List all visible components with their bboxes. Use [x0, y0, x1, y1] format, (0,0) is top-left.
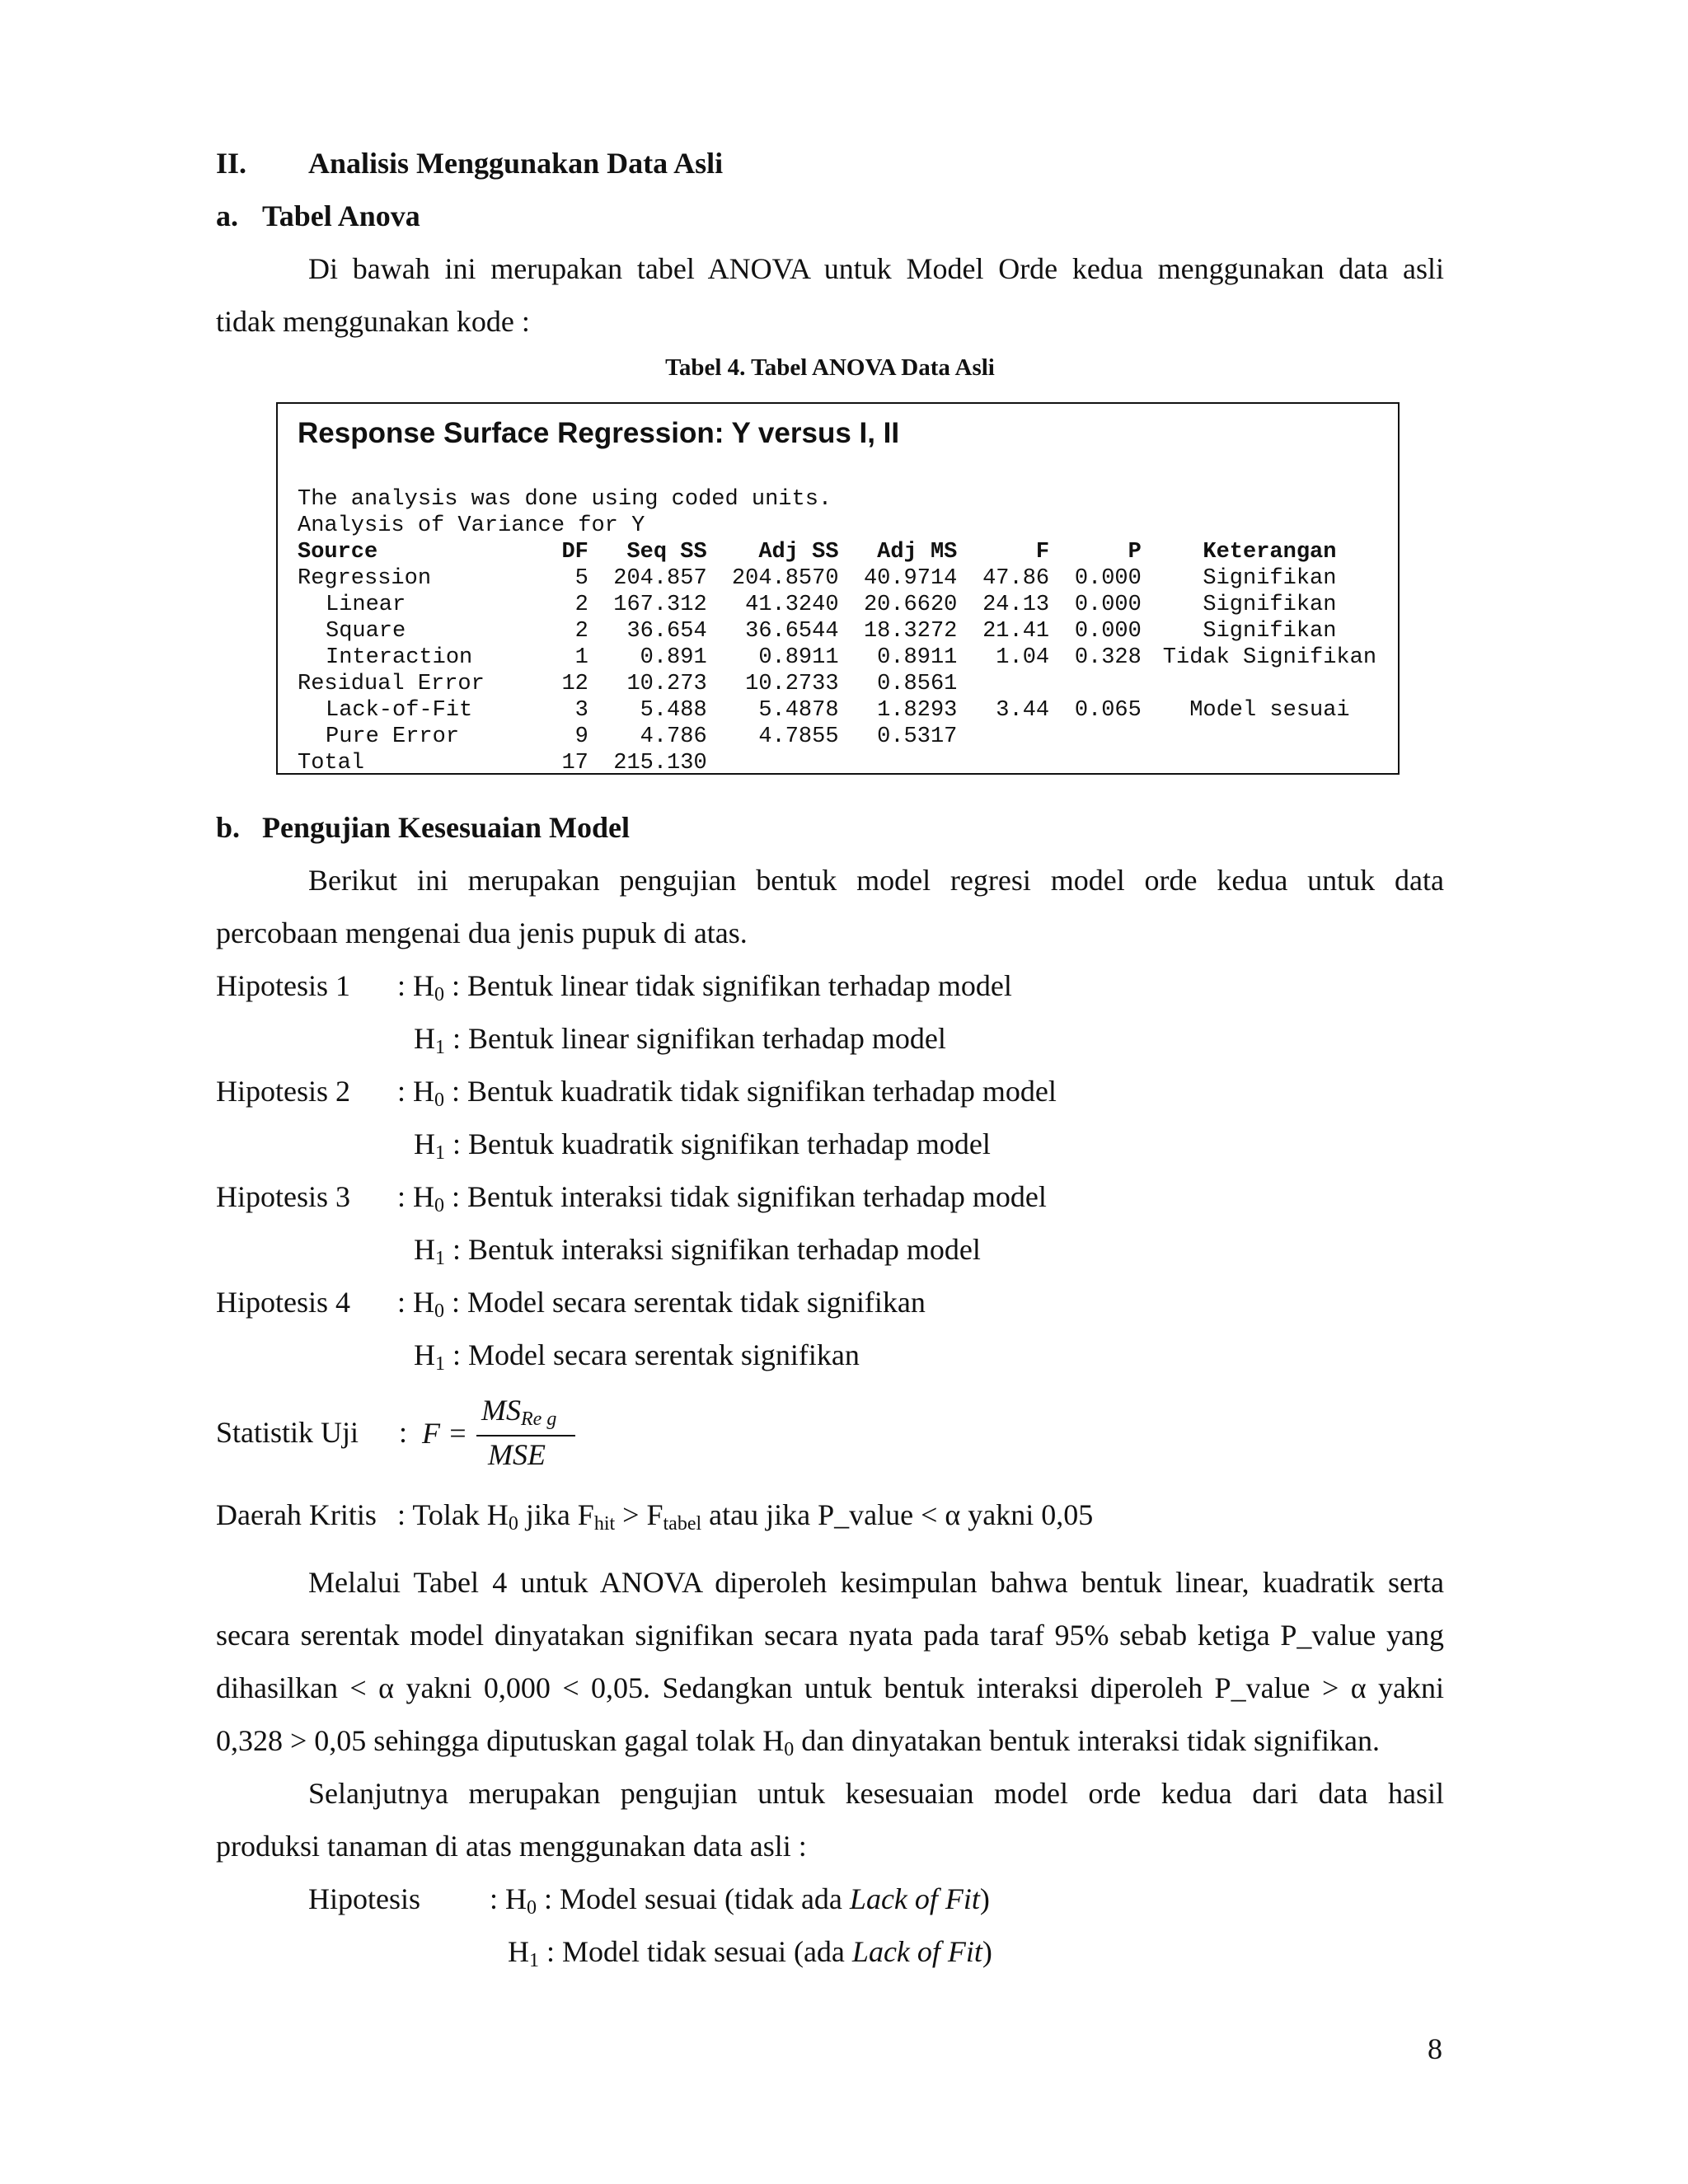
h1-text: Bentuk kuadratik signifikan terhadap model — [468, 1127, 991, 1160]
row-adj-ms: 0.8911 — [877, 645, 958, 670]
anova-note-2: Analysis of Variance for Y — [298, 513, 645, 538]
h0-prefix: : H — [397, 1180, 434, 1213]
row-f: 21.41 — [982, 619, 1050, 644]
table-row — [298, 565, 1398, 592]
numerator-main: MS — [481, 1394, 521, 1427]
fraction-bar — [476, 1435, 575, 1436]
row-source: Residual Error — [298, 672, 485, 696]
subsection-a-label: a. — [216, 199, 238, 232]
row-seq-ss: 167.312 — [613, 593, 707, 617]
h0-text: Model secara serentak tidak signifikan — [467, 1286, 926, 1319]
row-df: 9 — [574, 724, 588, 749]
h0-prefix: : H — [397, 969, 434, 1002]
h0-prefix: : H — [397, 1075, 434, 1108]
daerah-part: > F — [615, 1498, 663, 1531]
row-p: 0.065 — [1074, 698, 1142, 723]
h0-prefix: : H — [397, 1286, 434, 1319]
h1-subscript: 1 — [435, 1353, 445, 1375]
formula-lhs: F = — [422, 1417, 468, 1450]
row-p: 0.000 — [1074, 619, 1142, 644]
para-b-line-1: Berikut ini merupakan pengujian bentuk model regresi model orde kedua untuk data — [308, 864, 1444, 897]
row-df: 3 — [574, 698, 588, 723]
anova-note-1: The analysis was done using coded units. — [298, 487, 832, 512]
row-source: Regression — [298, 566, 432, 591]
row-adj-ms: 0.5317 — [877, 724, 958, 749]
hypothesis-h1: $H_1$ : Bentuk interaksi signifikan terhadap model — [414, 1233, 981, 1269]
h1-subscript: 1 — [529, 1950, 539, 1971]
row-df: 12 — [561, 672, 588, 696]
h0-subscript: 0 — [434, 1090, 444, 1111]
header-adj-ms: Adj MS — [877, 540, 958, 565]
h1-prefix: H — [414, 1233, 435, 1266]
row-p — [1049, 671, 1142, 697]
hypothesis-h0: : $H_0$ : Model secara serentak tidak signifikan — [397, 1286, 926, 1322]
row-keterangan: Signifikan — [1203, 566, 1337, 591]
para-b-line-2: percobaan mengenai dua jenis pupuk di atas. — [216, 916, 748, 949]
row-p: 0.000 — [1074, 566, 1142, 591]
row-keterangan: Model sesuai — [1189, 698, 1350, 723]
row-adj-ss: 41.3240 — [745, 593, 839, 617]
h1-prefix: H — [414, 1127, 435, 1160]
final-hypothesis-h0: : $H_0$ : Model sesuai (tidak ada Lack of Fit) — [490, 1882, 990, 1919]
row-p: 0.000 — [1074, 593, 1142, 617]
subsection-b-title: Pengujian Kesesuaian Model — [262, 811, 631, 844]
hypothesis-label: Hipotesis 1 — [216, 969, 351, 1002]
row-seq-ss: 10.273 — [626, 672, 707, 696]
para-c-line-2: secara serentak model dinyatakan signifikan secara nyata pada taraf 95% sebab ketiga P_value yang — [216, 1619, 1444, 1652]
daerah-part: jika F — [518, 1498, 594, 1531]
header-adj-ss: Adj SS — [758, 540, 839, 565]
anova-output-box — [276, 402, 1400, 775]
row-adj-ms: 0.8561 — [877, 672, 958, 696]
row-f: 1.04 — [996, 645, 1050, 670]
row-df: 5 — [574, 566, 588, 591]
hypothesis-h0: : $H_0$ : Bentuk kuadratik tidak signifikan terhadap model — [397, 1075, 1057, 1111]
header-seq-ss: Seq SS — [626, 540, 707, 565]
final-hypothesis-label: Hipotesis — [308, 1882, 421, 1915]
row-p — [1049, 724, 1142, 750]
h1-text: Bentuk linear signifikan terhadap model — [468, 1022, 946, 1055]
row-adj-ms: 40.9714 — [863, 566, 958, 591]
row-f: 24.13 — [982, 593, 1050, 617]
f-formula — [422, 1393, 587, 1483]
statistik-colon: : — [399, 1416, 408, 1449]
row-keterangan: Signifikan — [1203, 619, 1337, 644]
anova-header-row — [298, 539, 1398, 565]
row-seq-ss: 5.488 — [640, 698, 707, 723]
row-adj-ms: 18.3272 — [863, 619, 958, 644]
h1-prefix: H — [508, 1935, 529, 1968]
statistik-label: Statistik Uji — [216, 1416, 359, 1449]
row-source: Interaction — [326, 645, 473, 670]
hypothesis-h1: $H_1$ : Model secara serentak signifikan — [414, 1338, 860, 1375]
row-keterangan — [1142, 750, 1398, 776]
row-adj-ss: 204.8570 — [731, 566, 839, 591]
row-source: Pure Error — [326, 724, 460, 749]
row-adj-ms: 20.6620 — [863, 593, 958, 617]
intro-line-1: Di bawah ini merupakan tabel ANOVA untuk Model Orde kedua menggunakan data asli — [308, 252, 1444, 285]
hypothesis-label: Hipotesis 3 — [216, 1180, 351, 1213]
row-source: Square — [326, 619, 406, 644]
row-df: 17 — [561, 751, 588, 776]
table-row — [298, 592, 1398, 618]
h0-subscript: 0 — [434, 984, 444, 1005]
row-adj-ms: 1.8293 — [877, 698, 958, 723]
table-row — [298, 697, 1398, 724]
row-keterangan — [1142, 671, 1398, 697]
h0-italic: Lack of Fit — [849, 1882, 980, 1915]
row-df: 2 — [574, 593, 588, 617]
h1-text: Model tidak sesuai (ada — [562, 1935, 852, 1968]
para-c-part: dan dinyatakan bentuk interaksi tidak signifikan. — [794, 1724, 1381, 1757]
header-p: P — [1128, 540, 1142, 565]
row-f: 47.86 — [982, 566, 1050, 591]
row-keterangan: Tidak Signifikan — [1162, 645, 1377, 670]
h0-text: Bentuk kuadratik tidak signifikan terhadap model — [467, 1075, 1057, 1108]
hypothesis-h1: $H_1$ : Bentuk kuadratik signifikan terhadap model — [414, 1127, 991, 1164]
row-f — [957, 750, 1049, 776]
final-hypothesis-h1: $H_1$ : Model tidak sesuai (ada Lack of Fit) — [508, 1935, 992, 1971]
h0-text: Bentuk linear tidak signifikan terhadap model — [467, 969, 1012, 1002]
h1-subscript: 1 — [435, 1248, 445, 1269]
page-number: 8 — [1428, 2032, 1442, 2065]
row-p — [1049, 750, 1142, 776]
row-seq-ss: 0.891 — [640, 645, 707, 670]
h1-prefix: H — [414, 1338, 435, 1371]
table-row — [298, 618, 1398, 644]
anova-table — [298, 539, 1398, 776]
h1-subscript: 1 — [435, 1037, 445, 1058]
row-adj-ss: 36.6544 — [745, 619, 839, 644]
h1-prefix: H — [414, 1022, 435, 1055]
daerah-subscript: tabel — [663, 1513, 702, 1535]
row-seq-ss: 215.130 — [613, 751, 707, 776]
row-df: 1 — [574, 645, 588, 670]
para-c-line-4 — [216, 1714, 1380, 1767]
para-c-line-1: Melalui Tabel 4 untuk ANOVA diperoleh kesimpulan bahwa bentuk linear, kuadratik serta — [308, 1566, 1444, 1599]
header-df: DF — [561, 540, 588, 565]
para-d-line-2: produksi tanaman di atas menggunakan data asli : — [216, 1830, 807, 1863]
anova-title: Response Surface Regression: Y versus I, II — [298, 417, 900, 449]
para-c-part: 0,328 > 0,05 sehingga diputuskan gagal tolak H — [216, 1724, 785, 1757]
h1-text-end: ) — [982, 1935, 992, 1968]
table-row — [298, 750, 1398, 776]
row-p: 0.328 — [1074, 645, 1142, 670]
row-seq-ss: 4.786 — [640, 724, 707, 749]
para-d-line-1: Selanjutnya merupakan pengujian untuk kesesuaian model orde kedua dari data hasil — [308, 1777, 1444, 1810]
row-f — [957, 724, 1049, 750]
h1-italic: Lack of Fit — [851, 1935, 982, 1968]
table-row — [298, 644, 1398, 671]
hypothesis-h0: : $H_0$ : Bentuk interaksi tidak signifikan terhadap model — [397, 1180, 1047, 1216]
h1-text: Model secara serentak signifikan — [468, 1338, 860, 1371]
row-seq-ss: 36.654 — [626, 619, 707, 644]
para-c-line-3: dihasilkan < α yakni 0,000 < 0,05. Sedangkan untuk bentuk interaksi diperoleh P_value > α yakni — [216, 1671, 1444, 1704]
h0-prefix: : H — [490, 1882, 527, 1915]
h0-subscript: 0 — [434, 1195, 444, 1216]
daerah-part: : Tolak H — [397, 1498, 509, 1531]
formula-denominator: MSE — [488, 1438, 546, 1471]
numerator-subscript: Re g — [521, 1408, 557, 1430]
h0-text: Bentuk interaksi tidak signifikan terhadap model — [467, 1180, 1047, 1213]
h1-subscript: 1 — [435, 1142, 445, 1164]
table-row — [298, 724, 1398, 750]
row-adj-ss: 0.8911 — [758, 645, 839, 670]
table-caption: Tabel 4. Tabel ANOVA Data Asli — [665, 354, 995, 381]
para-c-subscript: 0 — [784, 1739, 795, 1760]
header-source: Source — [298, 540, 378, 565]
row-source: Linear — [326, 593, 406, 617]
daerah-subscript: hit — [593, 1513, 616, 1535]
table-row — [298, 671, 1398, 697]
row-adj-ss — [707, 750, 839, 776]
row-adj-ss: 10.2733 — [745, 672, 839, 696]
hypothesis-label: Hipotesis 4 — [216, 1286, 351, 1319]
header-f: F — [1035, 540, 1050, 565]
header-keterangan: Keterangan — [1203, 540, 1337, 565]
h0-text: Model sesuai (tidak ada — [560, 1882, 850, 1915]
daerah-part: atau jika P_value < α yakni 0,05 — [701, 1498, 1094, 1531]
hypothesis-h1: $H_1$ : Bentuk linear signifikan terhadap model — [414, 1022, 946, 1058]
row-adj-ss: 4.7855 — [758, 724, 839, 749]
section-number: II. — [216, 147, 247, 180]
section-title: Analisis Menggunakan Data Asli — [308, 147, 724, 180]
intro-line-2: tidak menggunakan kode : — [216, 305, 530, 338]
row-f: 3.44 — [996, 698, 1050, 723]
row-adj-ss: 5.4878 — [758, 698, 839, 723]
h1-text: Bentuk interaksi signifikan terhadap model — [468, 1233, 981, 1266]
daerah-text — [397, 1488, 1093, 1541]
row-seq-ss: 204.857 — [613, 566, 707, 591]
row-adj-ms — [839, 750, 958, 776]
h0-subscript: 0 — [434, 1301, 444, 1322]
daerah-subscript: 0 — [508, 1513, 518, 1535]
row-keterangan: Signifikan — [1203, 593, 1337, 617]
subsection-a-title: Tabel Anova — [262, 199, 420, 232]
row-f — [957, 671, 1049, 697]
row-df: 2 — [574, 619, 588, 644]
row-keterangan — [1142, 724, 1398, 750]
daerah-label: Daerah Kritis — [216, 1498, 377, 1531]
h0-subscript: 0 — [527, 1897, 537, 1919]
hypothesis-h0: : $H_0$ : Bentuk linear tidak signifikan terhadap model — [397, 969, 1012, 1005]
h0-text-end: ) — [979, 1882, 990, 1915]
hypothesis-label: Hipotesis 2 — [216, 1075, 351, 1108]
row-source: Total — [298, 751, 365, 776]
formula-numerator — [481, 1393, 557, 1430]
row-source: Lack-of-Fit — [326, 698, 473, 723]
subsection-b-label: b. — [216, 811, 241, 844]
